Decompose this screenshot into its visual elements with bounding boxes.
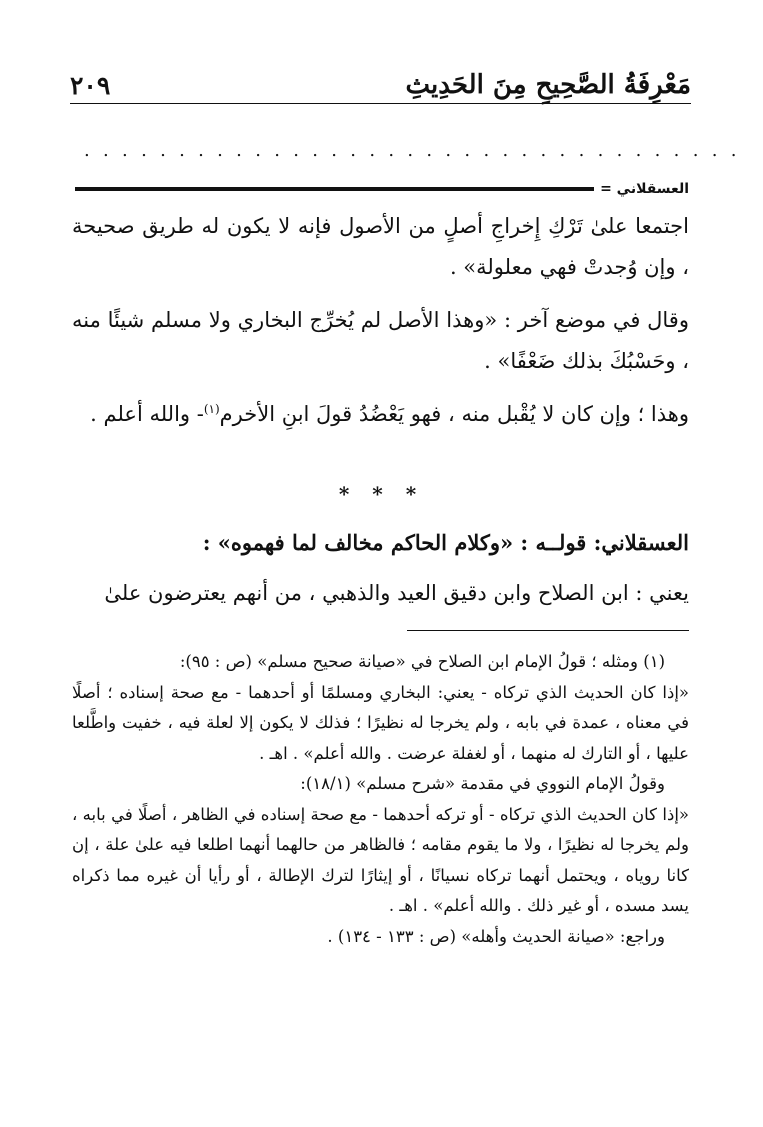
page-number: ٢٠٩ xyxy=(70,71,111,100)
main-paragraph-1: اجتمعا علىٰ تَرْكِ إِخراجِ أصلٍ من الأصول فإنه لا يكون له طريق صحيحة ، وإن وُجدتْ فهي معلولة» . xyxy=(72,214,689,279)
footnote-rule xyxy=(407,630,689,631)
main-paragraph-2: وقال في موضع آخر : «وهذا الأصل لم يُخرِّج البخاري ولا مسلم شيئًا منه ، وحَسْبُكَ بذلك ضَعْفًا» . xyxy=(72,308,689,373)
footnote-1-nawawi-quote: «إذا كان الحديث الذي تركاه - أو تركه أحدهما - مع صحة إسناده في الظاهر ، أصلًا في بابه ، ولم يخرجا له نظيرًا ، ولا ما يقوم مقامه ؛ فالظاهر من حالهما أنهما اطلعا فيه علىٰ علة ، إن كانا روياه ، ويحتمل أنهما تركاه نسيانًا ، أو إيثارًا لترك الإطالة ، أو رأيا أن غيره مما ذكراه يسد مسده ، أو غير ذلك . والله أعلم» . اهـ . xyxy=(72,804,689,915)
running-title: مَعْرِفَةُ الصَّحِيحِ مِنَ الحَدِيثِ xyxy=(405,70,691,100)
footnote-1-quote: «إذا كان الحديث الذي تركاه - يعني: البخاري ومسلمًا أو أحدهما - مع صحة إسناده ؛ أصلًا في معناه ، عمدة في بابه ، ولم يخرجا له نظيرًا ؛ فذلك لا يكون إلا لعلة فيه ، خفيت واطَّلعا عليها ، أو التارك له منهما ، أو لغفلة عرضت . والله أعلم» . اهـ . xyxy=(72,682,689,763)
header-rule xyxy=(70,103,691,104)
commentator-rule xyxy=(75,187,594,191)
main-text xyxy=(72,206,689,435)
footnotes xyxy=(72,647,689,952)
main-paragraph-3-end: - والله أعلم . xyxy=(90,402,204,426)
commentator-tag: العسقلاني = xyxy=(600,181,689,197)
footnote-marker[interactable]: (١) xyxy=(203,402,220,416)
section-text: يعني : ابن الصلاح وابن دقيق العيد والذهبي ، من أنهم يعترضون علىٰ xyxy=(104,581,689,605)
page-header xyxy=(70,52,691,102)
main-paragraph-3 xyxy=(72,394,689,435)
main-paragraph-3-text: وهذا ؛ وإن كان لا يُقْبل منه ، فهو يَعْضُدُ قولَ ابنِ الأخرم xyxy=(219,402,689,426)
section-heading: العسقلاني: قولــه : «وكلام الحاكم مخالف لما فهموه» : xyxy=(202,530,689,555)
section-separator: * * * xyxy=(338,482,425,506)
footnote-1-nawawi-intro: وقولُ الإمام النووي في مقدمة «شرح مسلم» (١٨/١): xyxy=(300,774,665,793)
omission-dots: ................................... xyxy=(84,140,750,161)
commentator-divider xyxy=(75,176,689,202)
footnote-1-intro: (١) ومثله ؛ قولُ الإمام ابن الصلاح في «صيانة صحيح مسلم» (ص : ٩٥): xyxy=(179,652,665,671)
footnote-1-reference: وراجع: «صيانة الحديث وأهله» (ص : ١٣٣ - ١٣٤) . xyxy=(327,926,665,946)
